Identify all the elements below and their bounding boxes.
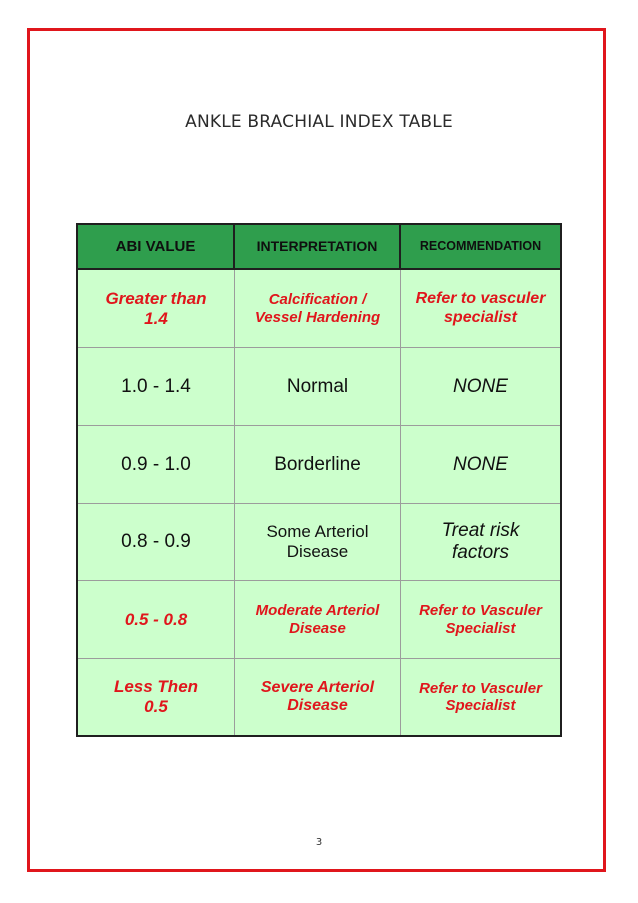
table-cell-abi-value: 0.9 - 1.0 [78,426,235,504]
table-cell-interpretation: Normal [235,348,401,426]
header-abi-value: ABI VALUE [78,225,235,270]
table-cell-recommendation: Refer to Vasculer Specialist [401,581,560,659]
table-cell-abi-value: 1.0 - 1.4 [78,348,235,426]
table-cell-interpretation: Borderline [235,426,401,504]
table-cell-recommendation: NONE [401,348,560,426]
table-cell-recommendation: Treat risk factors [401,504,560,581]
table-cell-abi-value: 0.5 - 0.8 [78,581,235,659]
header-recommendation: RECOMMENDATION [401,225,560,270]
table-cell-interpretation: Severe Arteriol Disease [235,659,401,735]
table-cell-abi-value: 0.8 - 0.9 [78,504,235,581]
table-cell-abi-value: Greater than 1.4 [78,270,235,348]
abi-table [76,223,562,737]
table-cell-recommendation: NONE [401,426,560,504]
table-cell-interpretation: Some Arteriol Disease [235,504,401,581]
table-cell-recommendation: Refer to vasculer specialist [401,270,560,348]
table-cell-recommendation: Refer to Vasculer Specialist [419,679,542,714]
table-cell-abi-value: Less Then 0.5 [78,659,235,735]
page-number: 3 [315,837,323,848]
document-title: ANKLE BRACHIAL INDEX TABLE [185,112,453,132]
table-cell-interpretation: Moderate Arteriol Disease [235,581,401,659]
table-cell-interpretation: Calcification / Vessel Hardening [235,270,401,348]
header-interpretation: INTERPRETATION [235,225,401,270]
